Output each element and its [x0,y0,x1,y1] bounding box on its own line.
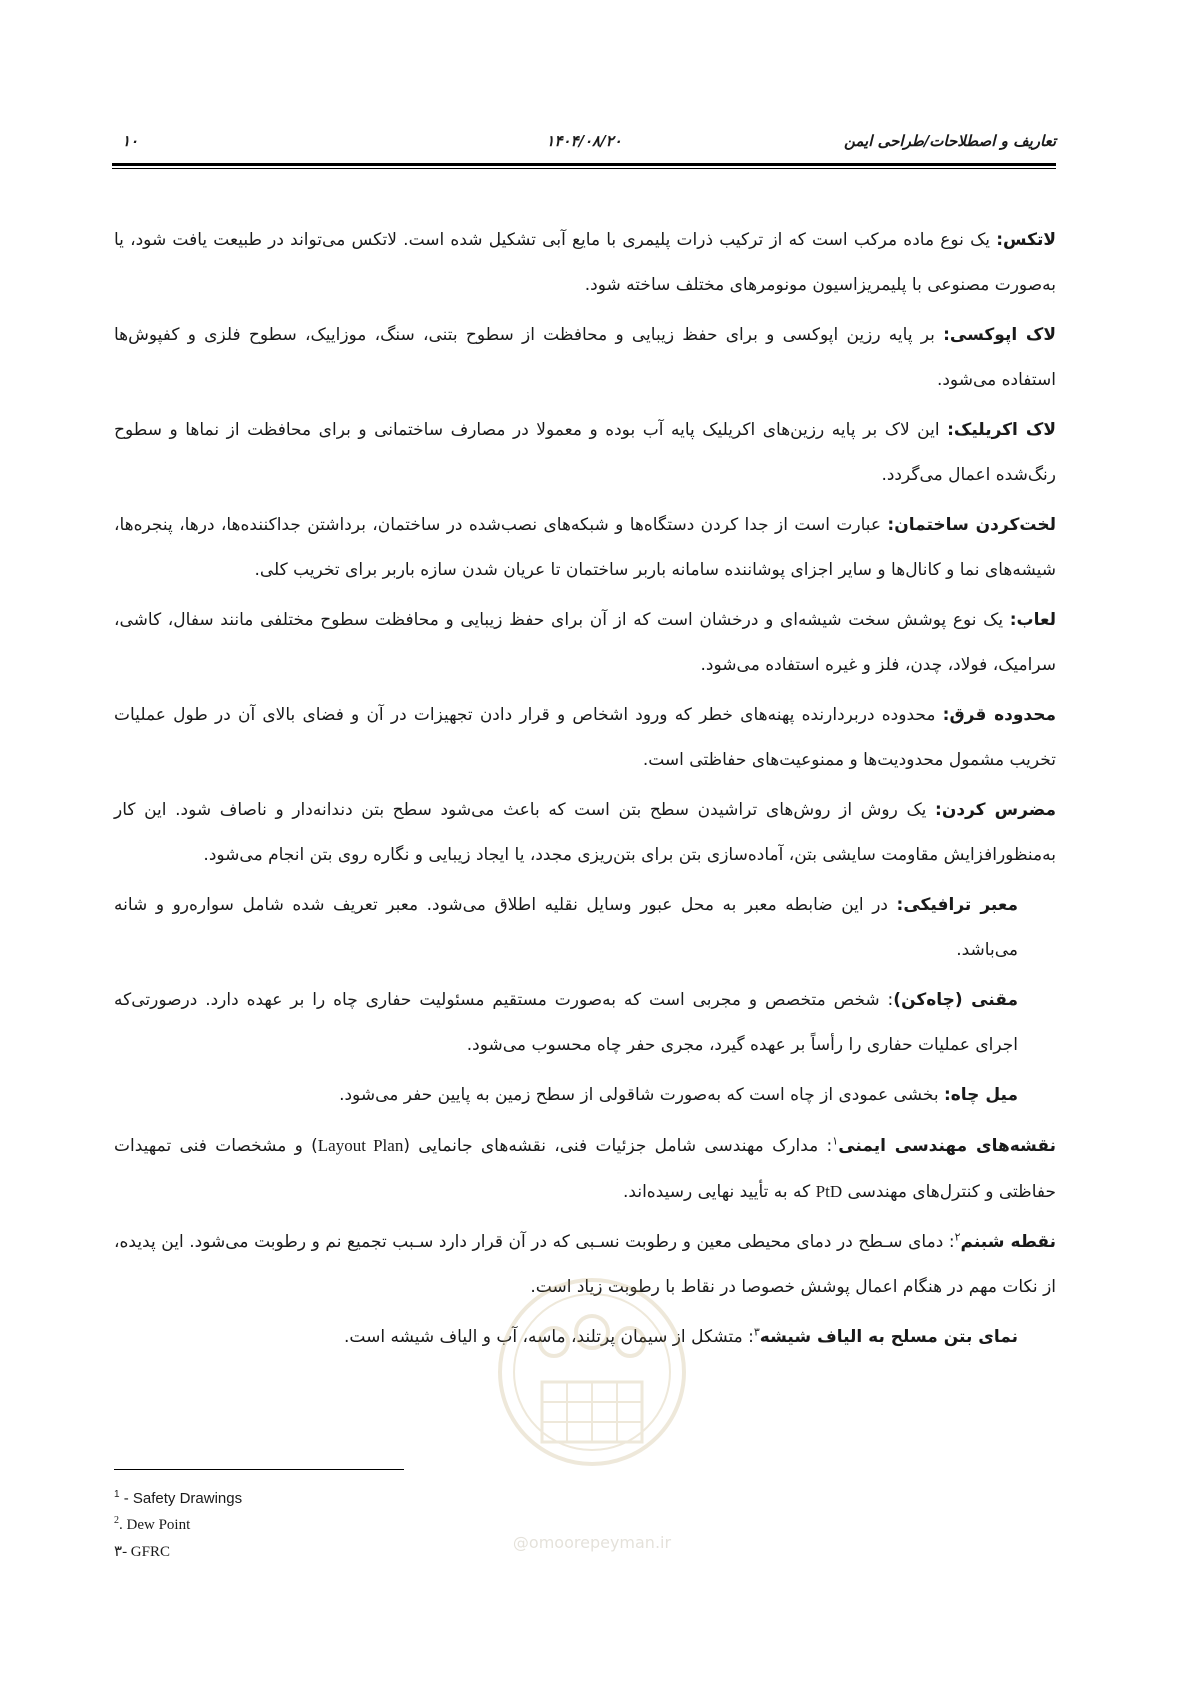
header-date: ۱۴۰۴/۰۸/۲۰ [546,132,622,150]
definition-item [114,408,1056,498]
header-title: تعاریف و اصطلاحات/طراحی ایمن [843,132,1056,150]
definition-text: بر پایه رزین اپوکسی و برای حفظ زیبایی و محافظت از سطوح بتنی، سنگ، موزاییک، سطوح فلزی و کفپوش‌ها استفاده می‌شود. [114,325,1056,390]
definition-term: لاک اکریلیک: [947,420,1056,440]
definition-text: یک نوع پوشش سخت شیشه‌ای و درخشان است که از آن برای حفظ زیبایی و محافظت سطوح مختلفی مانند سفال، کاشی، سرامیک، فولاد، چدن، فلز و غیره استفاده می‌شود. [114,610,1056,675]
footnote-separator [114,1469,404,1470]
definition-item [114,693,1056,783]
page-number: ۱۰ [122,132,139,150]
definition-item [114,978,1056,1068]
definition-text: یک روش از روش‌های تراشیدن سطح بتن است که باعث می‌شود سطح بتن دندانه‌دار و ناصاف شود. این کار به‌منظورافزایش مقاومت سایشی بتن، آماده‌سازی بتن برای بتن‌ریزی مجدد، یا ایجاد زیبایی و نگاره روی بتن انجام می‌شود. [114,800,1056,865]
definition-text: : دمای سـطح در دمای محیطی معین و رطوبت نسـبی که در آن قرار دارد سـبب تجمیع نم و رطوبت می‌شود. این پدیده، از نکات مهم در هنگام اعمال پوشش خصوصا در نقاط با رطوبت زیاد است. [114,1232,1056,1297]
definition-term: میل چاه: [943,1085,1018,1105]
definition-text: : مدارک مهندسی شامل جزئیات فنی، نقشه‌های جانمایی ( [403,1136,833,1156]
definition-term: مقنی (چاه‌کن) [893,990,1019,1010]
footnote-text: - Safety Drawings [119,1490,243,1507]
definition-text: : شخص متخصص و مجربی است که به‌صورت مستقیم مسئولیت حفاری چاه را بر عهده دارد. درصورتی‌که اجرای عملیات حفاری را رأساً بر عهده گیرد، مجری حفر چاه محسوب می‌شود. [114,990,1018,1055]
footnote-mark: 1 [114,1489,120,1500]
watermark-logo-icon [492,1262,692,1512]
definition-text: : متشکل از سیمان پرتلند، ماسه، آب و الیاف شیشه است. [344,1327,754,1347]
definition-term: لخت‌کردن ساختمان: [887,515,1056,535]
definition-text: محدوده دربردارنده پهنه‌های خطر که ورود اشخاص و قرار دادن تجهیزات در آن و فضای بالای آن در طول عملیات تخریب مشمول محدودیت‌ها و ممنوعیت‌های حفاظتی است. [114,705,1056,770]
definition-item [114,788,1056,878]
definition-item [114,1073,1056,1118]
footnote-ref: ۱ [832,1134,839,1148]
footnote-item [114,1510,614,1536]
definition-text: یک نوع ماده مرکب است که از ترکیب ذرات پلیمری با مایع آبی تشکیل شده است. لاتکس می‌تواند در طبیعت یافت شود، یا به‌صورت مصنوعی با پلیمریزاسیون مونومرهای مختلف ساخته شود. [114,230,1056,295]
definition-term: محدوده قرق: [942,705,1056,725]
footnote-item [114,1484,614,1510]
definition-item [114,313,1056,403]
footnote-ref: ۳ [753,1325,760,1339]
header-rule-thin [112,168,1056,169]
footnote-mark: ۳ [114,1544,123,1560]
definition-term: مضرس کردن: [935,800,1056,820]
definition-text: ) و مشخصات فنی تمهیدات حفاظتی و کنترل‌های مهندسی [114,1136,1056,1202]
definition-latin: PtD [815,1182,843,1201]
definition-text: بخشی عمودی از چاه است که به‌صورت شاقولی از سطح زمین به پایین حفر می‌شود. [339,1085,944,1105]
footnote-ref: ۲ [954,1230,961,1244]
definition-term: لاک اپوکسی: [943,325,1056,345]
definition-term: نقشه‌های مهندسی ایمنی [838,1136,1056,1156]
footnotes [114,1484,614,1566]
definition-item [114,503,1056,593]
header-rule-thick [112,163,1056,166]
watermark-url: @omoorepeyman.ir [512,1533,672,1552]
definition-text: در این ضابطه معبر به محل عبور وسایل نقلیه اطلاق می‌شود. معبر تعریف شده شامل سواره‌رو و شانه می‌باشد. [114,895,1018,960]
definition-text: که به تأیید نهایی رسیده‌اند. [623,1182,816,1202]
definition-item [114,1123,1056,1215]
footnote-mark: 2 [114,1515,119,1526]
footnote-text: - GFRC [122,1544,170,1560]
definitions-body [114,218,1056,1365]
definition-text: این لاک بر پایه رزین‌های اکریلیک پایه آب بوده و معمولا در مصارف ساختمانی و برای محافظت از نماها و سطوح رنگ‌شده اعمال می‌گردد. [114,420,1056,485]
definition-latin: Layout Plan [317,1136,404,1155]
definition-item [114,598,1056,688]
footnote-text: . Dew Point [119,1517,191,1533]
footnote-item [114,1538,614,1566]
definition-term: نقطه شبنم [960,1232,1056,1252]
page-header [112,128,1056,160]
definition-term: لاتکس: [996,230,1056,250]
definition-term: معبر ترافیکی: [896,895,1018,915]
definition-item [114,218,1056,308]
definition-item [114,883,1056,973]
definition-term: لعاب: [1009,610,1056,630]
definition-text: عبارت است از جدا کردن دستگاه‌ها و شبکه‌های نصب‌شده در ساختمان، برداشتن جداکننده‌ها، درها، پنجره‌ها، شیشه‌های نما و کانال‌ها و سایر اجزای پوشاننده سامانه باربر ساختمان تا عریان شدن سازه باربر برای تخریب کلی. [114,515,1056,580]
definition-term: نمای بتن مسلح به الیاف شیشه [759,1327,1018,1347]
